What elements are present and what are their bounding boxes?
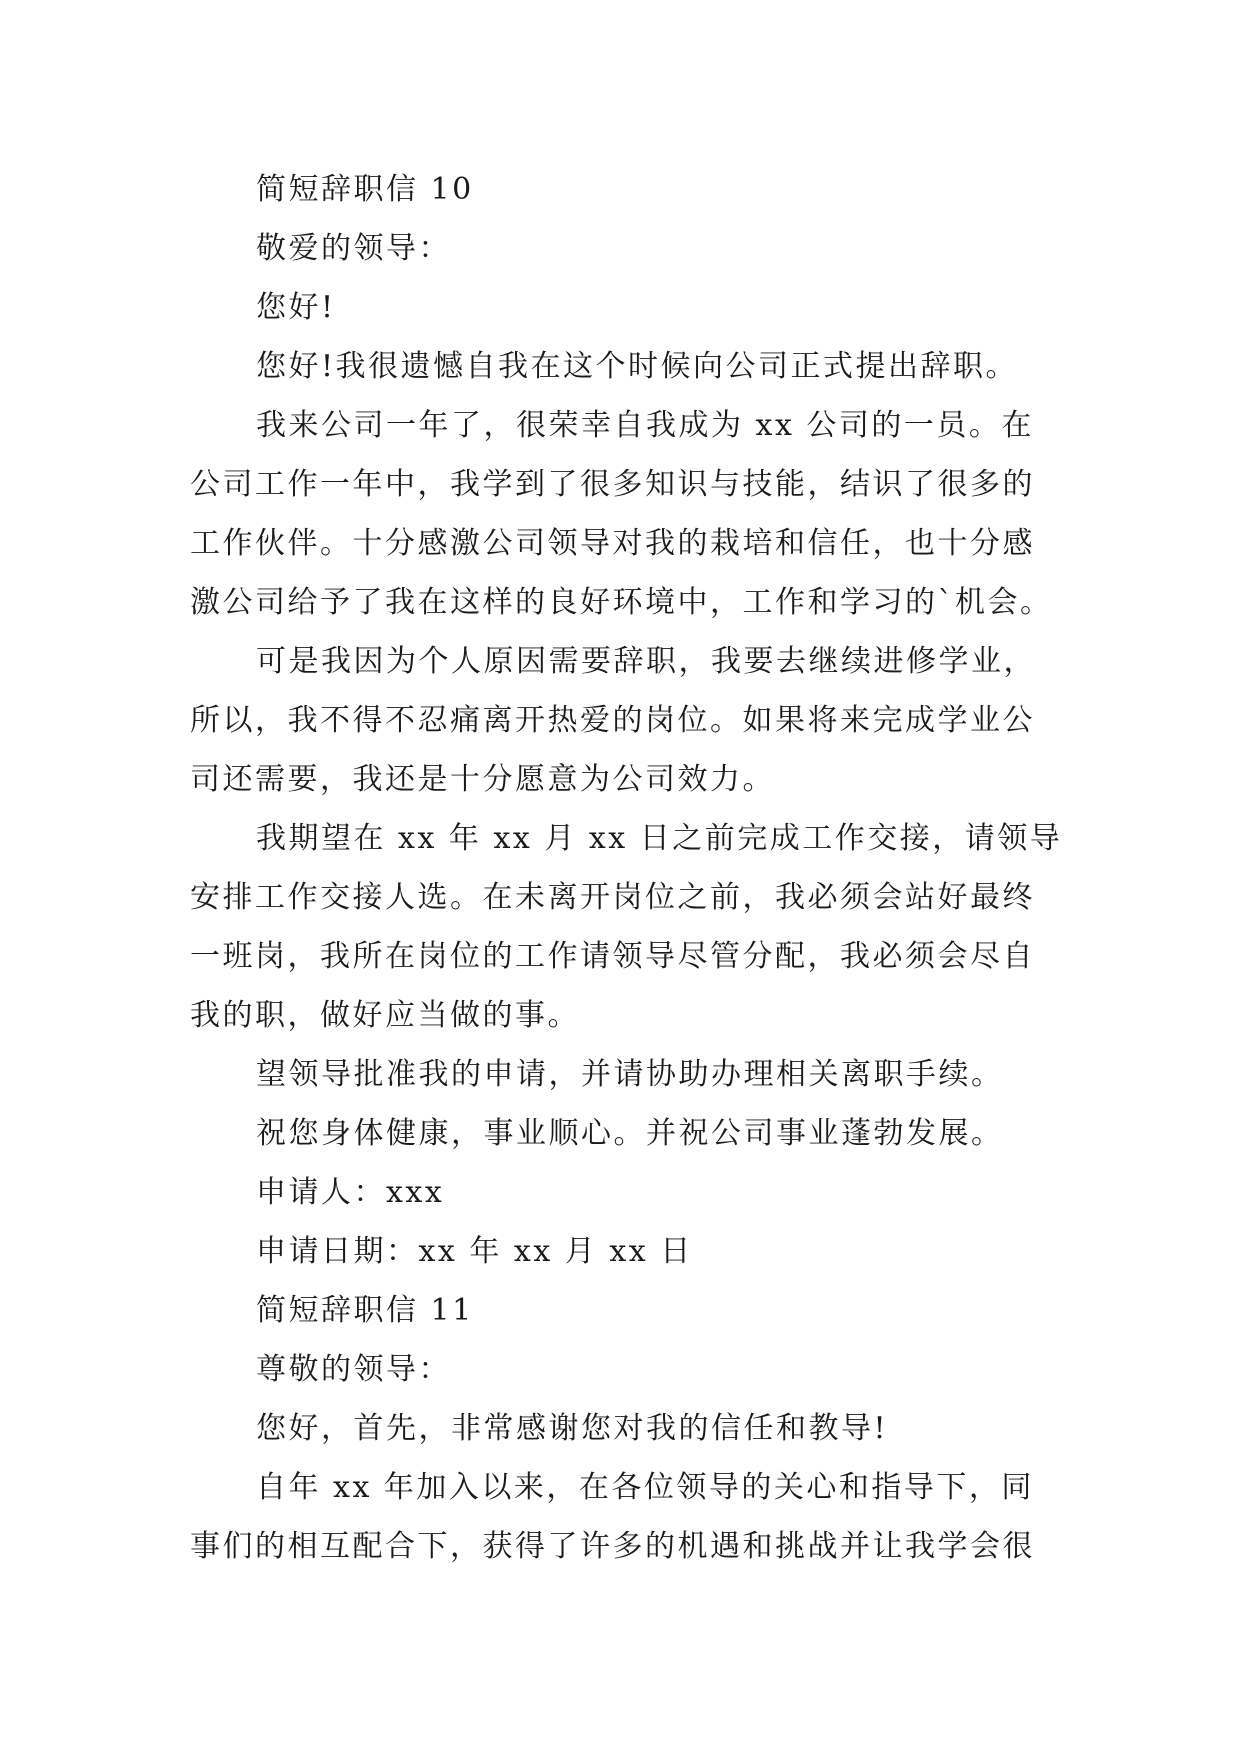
text-line: 我的职，做好应当做的事。 bbox=[190, 998, 580, 1033]
text-line: 申请日期：xx 年 xx 月 xx 日 bbox=[256, 1234, 693, 1269]
text-line: 简短辞职信 10 bbox=[256, 172, 474, 207]
text-line: 司还需要，我还是十分愿意为公司效力。 bbox=[190, 762, 775, 797]
text-line: 公司工作一年中，我学到了很多知识与技能，结识了很多的 bbox=[190, 467, 1035, 502]
text-line: 事们的相互配合下，获得了许多的机遇和挑战并让我学会很 bbox=[190, 1529, 1035, 1564]
text-line: 简短辞职信 11 bbox=[256, 1293, 474, 1328]
text-line: 望领导批准我的申请，并请协助办理相关离职手续。 bbox=[256, 1057, 1004, 1092]
text-line: 我期望在 xx 年 xx 月 xx 日之前完成工作交接，请领导 bbox=[256, 821, 1063, 856]
text-line: 尊敬的领导： bbox=[256, 1352, 451, 1387]
text-line: 所以，我不得不忍痛离开热爱的岗位。如果将来完成学业公 bbox=[190, 703, 1035, 738]
text-line: 一班岗，我所在岗位的工作请领导尽管分配，我必须会尽自 bbox=[190, 939, 1035, 974]
text-line: 安排工作交接人选。在未离开岗位之前，我必须会站好最终 bbox=[190, 880, 1035, 915]
text-line: 祝您身体健康，事业顺心。并祝公司事业蓬勃发展。 bbox=[256, 1116, 1004, 1151]
text-line: 我来公司一年了，很荣幸自我成为 xx 公司的一员。在 bbox=[256, 408, 1034, 443]
text-line: 工作伙伴。十分感激公司领导对我的栽培和信任，也十分感 bbox=[190, 526, 1035, 561]
document-body bbox=[190, 160, 1070, 1576]
text-line: 您好! bbox=[256, 290, 336, 325]
text-line: 激公司给予了我在这样的良好环境中，工作和学习的`机会。 bbox=[190, 585, 1053, 620]
text-line: 自年 xx 年加入以来，在各位领导的关心和指导下，同 bbox=[256, 1470, 1034, 1505]
text-line: 可是我因为个人原因需要辞职，我要去继续进修学业， bbox=[256, 644, 1036, 679]
text-line: 您好，首先，非常感谢您对我的信任和教导! bbox=[256, 1411, 889, 1446]
text-line: 申请人：xxx bbox=[256, 1175, 445, 1210]
text-line: 敬爱的领导： bbox=[256, 231, 451, 266]
text-line: 您好!我很遗憾自我在这个时候向公司正式提出辞职。 bbox=[256, 349, 1019, 384]
